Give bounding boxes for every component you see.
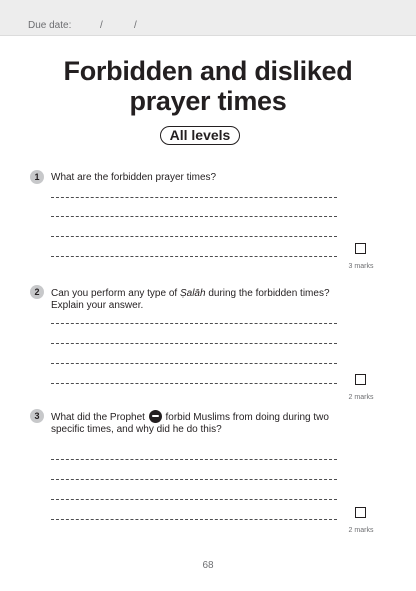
answer-line[interactable] (51, 236, 337, 237)
question-number-badge: 3 (30, 409, 44, 423)
question-text-part: during the forbidden times? (205, 288, 330, 299)
answer-line[interactable] (51, 383, 337, 384)
question-text-part: specific times, and why did he do this? (51, 424, 222, 435)
question-text-italic: Ṣalāh (179, 288, 206, 299)
due-date-label: Due date: (28, 20, 72, 31)
page-title (0, 56, 416, 116)
answer-line[interactable] (51, 519, 337, 520)
question-number-badge: 1 (30, 170, 44, 184)
answer-line[interactable] (51, 479, 337, 480)
answer-line[interactable] (51, 499, 337, 500)
due-date-slash: / (100, 20, 103, 31)
answer-line[interactable] (51, 343, 337, 344)
question-text: What are the forbidden prayer times? (51, 172, 217, 183)
answer-line[interactable] (51, 323, 337, 324)
page-title-line: Forbidden and disliked (63, 56, 353, 86)
marks-label: 2 marks (348, 394, 374, 401)
question-text-part: forbid Muslims from doing during two (165, 412, 329, 423)
answer-line[interactable] (51, 363, 337, 364)
mark-checkbox[interactable] (355, 507, 366, 518)
mark-checkbox[interactable] (355, 374, 366, 385)
question-text-part: Can you perform any type of (51, 288, 180, 299)
marks-label: 2 marks (348, 527, 374, 534)
level-badge: All levels (160, 126, 240, 145)
pbuh-icon (149, 410, 162, 423)
marks-label: 3 marks (348, 263, 374, 270)
answer-line[interactable] (51, 459, 337, 460)
question-number-badge: 2 (30, 285, 44, 299)
question-text-part: What did the Prophet (51, 412, 145, 423)
page-number: 68 (202, 560, 214, 571)
mark-checkbox[interactable] (355, 243, 366, 254)
due-date-bar (0, 0, 416, 36)
answer-line[interactable] (51, 256, 337, 257)
answer-line[interactable] (51, 216, 337, 217)
page-title-line: prayer times (129, 86, 287, 116)
question-text (51, 288, 351, 312)
question-text-part: Explain your answer. (51, 300, 144, 311)
question-text (51, 410, 351, 436)
due-date-slash: / (134, 20, 137, 31)
answer-line[interactable] (51, 197, 337, 198)
